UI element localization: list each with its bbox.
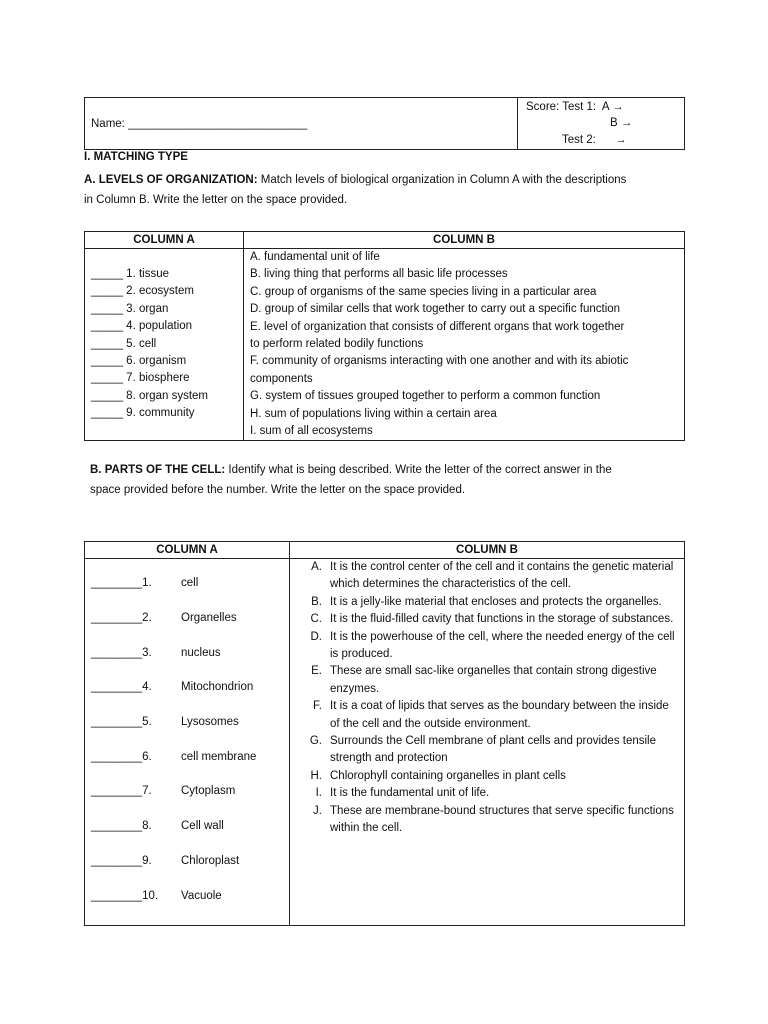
level-item[interactable]: _____ 2. ecosystem: [91, 285, 194, 298]
level-description-line: to perform related bodily functions: [250, 338, 424, 351]
cell-part-description: [290, 785, 680, 802]
level-description-line: B. living thing that performs all basic life processes: [250, 268, 508, 281]
cell-part-name: Organelles: [181, 612, 237, 625]
level-item[interactable]: _____ 4. population: [91, 320, 193, 333]
sectionB-heading: B. PARTS OF THE CELL:: [90, 464, 226, 476]
tableA-col-a: [85, 249, 244, 441]
cell-part-item[interactable]: [91, 670, 289, 705]
level-description-line: C. group of organisms of the same species living in a particular area: [250, 285, 597, 298]
answer-blank[interactable]: ________6.: [91, 750, 152, 763]
part1-title: I. MATCHING TYPE: [84, 151, 188, 163]
cell-part-name: nucleus: [181, 646, 221, 659]
cell-part-name: cell membrane: [181, 750, 257, 763]
cell-part-item[interactable]: [91, 878, 289, 913]
answer-blank[interactable]: ________8.: [91, 820, 152, 833]
level-description-line: E. level of organization that consists of different organs that work together: [250, 320, 625, 333]
cell-part-item[interactable]: [91, 774, 289, 809]
cell-part-description: [290, 629, 680, 664]
levels-matching-table: [84, 231, 685, 441]
cell-part-description: [290, 611, 680, 628]
name-field-label[interactable]: Name: ____________________________: [91, 117, 308, 130]
sectionA-instructions: [84, 170, 694, 210]
level-item[interactable]: _____ 7. biosphere: [91, 372, 190, 385]
description-letter: G.: [309, 735, 322, 748]
tableA-col-b: [244, 249, 685, 441]
description-text: Surrounds the Cell membrane of plant cells and provides tensile strength and protection: [330, 735, 657, 765]
cell-part-name: cell: [181, 577, 199, 590]
cell-part-item[interactable]: [91, 739, 289, 774]
score-test1-b: B →: [610, 117, 633, 130]
description-letter: E.: [311, 665, 322, 678]
sectionB-instructions-l1: Identify what is being described. Write the letter of the correct answer in the: [225, 464, 612, 476]
level-item[interactable]: _____ 8. organ system: [91, 389, 208, 402]
sectionA-instructions-l2: in Column B. Write the letter on the space provided.: [84, 194, 348, 206]
answer-blank[interactable]: ________1.: [91, 577, 152, 590]
description-text: It is the control center of the cell and it contains the genetic material which determines the characteristics of the cell.: [330, 561, 674, 591]
answer-blank[interactable]: ________3.: [91, 646, 152, 659]
level-description-line: F. community of organisms interacting with one another and with its abiotic: [250, 355, 629, 368]
cell-parts-matching-table: [84, 541, 685, 926]
score-test2: Test 2: →: [562, 133, 627, 146]
level-description-line: H. sum of populations living within a certain area: [250, 407, 497, 420]
score-test1-a: Score: Test 1: A →: [526, 100, 624, 113]
sectionB-instructions: [90, 460, 690, 500]
description-text: It is the fluid-filled cavity that functions in the storage of substances.: [330, 613, 674, 626]
cell-part-description: [290, 559, 680, 594]
tableA-col-a-header: COLUMN A: [85, 232, 244, 249]
level-description-line: D. group of similar cells that work together to carry out a specific function: [250, 303, 621, 316]
description-text: These are small sac-like organelles that contain strong digestive enzymes.: [330, 665, 657, 695]
level-item[interactable]: _____ 3. organ: [91, 302, 169, 315]
description-letter: I.: [315, 787, 322, 800]
cell-part-item[interactable]: [91, 705, 289, 740]
answer-blank[interactable]: ________10.: [91, 889, 159, 902]
header-box: [84, 97, 685, 150]
sectionB-instructions-l2: space provided before the number. Write the letter on the space provided.: [90, 484, 466, 496]
cell-part-item[interactable]: [91, 844, 289, 879]
description-letter: C.: [310, 613, 322, 626]
description-text: These are membrane-bound structures that serve specific functions within the cell.: [330, 804, 674, 835]
cell-part-name: Chloroplast: [181, 854, 240, 867]
level-item[interactable]: _____ 1. tissue: [91, 268, 170, 280]
answer-blank[interactable]: ________2.: [91, 612, 152, 625]
cell-part-description: [290, 733, 680, 768]
description-text: Chlorophyll containing organelles in plant cells: [330, 769, 566, 782]
description-letter: J.: [313, 804, 322, 817]
tableB-col-a: [85, 559, 290, 926]
description-letter: F.: [313, 700, 322, 713]
answer-blank[interactable]: ________4.: [91, 681, 152, 694]
cell-part-name: Mitochondrion: [181, 681, 254, 694]
cell-part-description: [290, 698, 680, 733]
cell-part-name: Cytoplasm: [181, 785, 236, 798]
level-description-line: A. fundamental unit of life: [250, 251, 380, 263]
tableB-col-a-header: COLUMN A: [85, 542, 290, 559]
cell-part-description: [290, 768, 680, 785]
description-text: It is the powerhouse of the cell, where the needed energy of the cell is produced.: [330, 630, 675, 661]
cell-part-description: [290, 663, 680, 698]
level-description-line: G. system of tissues grouped together to perform a common function: [250, 390, 601, 403]
cell-part-name: Vacuole: [181, 889, 222, 902]
level-item[interactable]: _____ 6. organism: [91, 355, 187, 368]
cell-part-item[interactable]: [91, 635, 289, 670]
cell-part-description: [290, 594, 680, 611]
description-letter: B.: [311, 595, 322, 608]
description-text: It is the fundamental unit of life.: [330, 787, 490, 800]
answer-blank[interactable]: ________7.: [91, 785, 152, 798]
description-text: It is a coat of lipids that serves as the boundary between the inside of the cell and the outside environment.: [330, 700, 669, 730]
cell-part-item[interactable]: [91, 566, 289, 601]
level-item[interactable]: _____ 5. cell: [91, 337, 157, 350]
sectionA-heading: A. LEVELS OF ORGANIZATION:: [84, 174, 258, 186]
cell-part-name: Lysosomes: [181, 716, 239, 729]
cell-part-item[interactable]: [91, 809, 289, 844]
tableB-col-b: [290, 559, 685, 926]
cell-part-name: Cell wall: [181, 820, 224, 833]
level-description-line: components: [250, 372, 313, 385]
name-cell: [85, 98, 518, 150]
description-letter: H.: [310, 769, 322, 782]
description-text: It is a jelly-like material that encloses and protects the organelles.: [330, 595, 662, 608]
cell-part-description: [290, 803, 680, 838]
answer-blank[interactable]: ________5.: [91, 716, 152, 729]
tableB-col-b-header: COLUMN B: [290, 542, 685, 559]
sectionA-instructions-l1: Match levels of biological organization in Column A with the descriptions: [257, 174, 627, 186]
answer-blank[interactable]: ________9.: [91, 854, 152, 867]
score-cell: [518, 98, 685, 150]
cell-part-item[interactable]: [91, 601, 289, 636]
description-letter: A.: [311, 561, 322, 573]
description-letter: D.: [310, 630, 322, 643]
level-item[interactable]: _____ 9. community: [91, 407, 195, 420]
tableA-col-b-header: COLUMN B: [244, 232, 685, 249]
level-description-line: I. sum of all ecosystems: [250, 425, 373, 438]
